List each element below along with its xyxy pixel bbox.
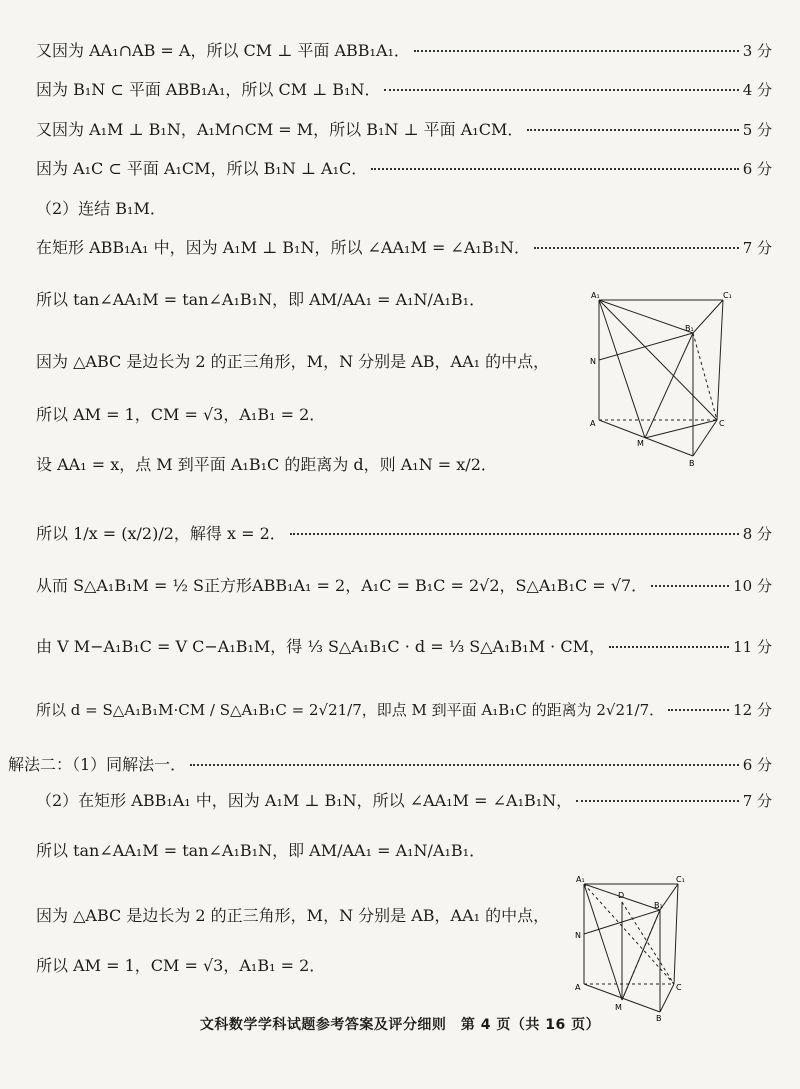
score-label: 7 分 (742, 792, 772, 810)
leader-dots (576, 800, 739, 802)
leader-dots (384, 89, 738, 91)
label-c1: C₁ (723, 291, 732, 300)
label-d: D (618, 891, 625, 900)
line-text: 因为 B₁N ⊂ 平面 ABB₁A₁，所以 CM ⊥ B₁N． (36, 80, 381, 99)
solution-line-6 (36, 235, 772, 258)
page-footer: 文科数学学科试题参考答案及评分细则 第 4 页（共 16 页） (199, 1017, 601, 1033)
score-label: 8 分 (742, 525, 772, 543)
line-text: 因为 A₁C ⊂ 平面 A₁CM，所以 B₁N ⊥ A₁C． (36, 159, 368, 178)
label-b1: B₁ (654, 901, 663, 910)
label-c: C (676, 983, 682, 992)
leader-dots (668, 709, 729, 711)
line-text: （2）在矩形 ABB₁A₁ 中，因为 A₁M ⊥ B₁N，所以 ∠AA₁M = ∠A₁B₁N， (36, 791, 573, 810)
score-label: 11 分 (733, 638, 772, 656)
solution-line-18: 因为 △ABC 是边长为 2 的正三角形，M，N 分别是 AB，AA₁ 的中点， (36, 906, 550, 925)
label-a1: A₁ (576, 875, 585, 884)
leader-dots (609, 646, 729, 648)
label-n: N (575, 931, 581, 940)
solution-line-17: 所以 tan∠AA₁M = tan∠A₁B₁N，即 AM/AA₁ = A₁N/A₁B₁． (36, 841, 486, 860)
solution-line-14 (36, 699, 772, 720)
score-label: 7 分 (742, 239, 772, 257)
score-label: 4 分 (742, 81, 772, 99)
score-label: 6 分 (742, 160, 772, 178)
leader-dots (414, 50, 739, 52)
leader-dots (290, 533, 739, 535)
label-m: M (637, 439, 644, 448)
solution-line-1 (36, 38, 772, 61)
leader-dots (371, 168, 738, 170)
label-m: M (615, 1003, 622, 1012)
line-text: 在矩形 ABB₁A₁ 中，因为 A₁M ⊥ B₁N，所以 ∠AA₁M = ∠A₁B₁N． (36, 238, 530, 257)
prism-figure-1 (585, 288, 735, 468)
part2-heading: （2）连结 B₁M． (36, 199, 166, 218)
score-label: 5 分 (742, 121, 772, 139)
line-text: 所以 1/x = (x/2)/2，解得 x = 2． (36, 524, 286, 543)
leader-dots (190, 764, 739, 766)
label-n: N (590, 357, 596, 366)
solution-line-12 (36, 573, 772, 596)
label-a1: A₁ (591, 291, 600, 300)
method2-heading (8, 752, 772, 775)
label-b: B (656, 1014, 662, 1022)
solution-line-11 (36, 521, 772, 544)
prism-figure-2 (570, 872, 690, 1022)
leader-dots (527, 129, 738, 131)
score-label: 3 分 (742, 42, 772, 60)
solution-line-3 (36, 117, 772, 140)
line-text: 从而 S△A₁B₁M = ½ S正方形ABB₁A₁ = 2，A₁C = B₁C = 2√2，S△A₁B₁C = √7． (36, 576, 648, 595)
line-text: 所以 d = S△A₁B₁M·CM / S△A₁B₁C = 2√21/7，即点 M 到平面 A₁B₁C 的距离为 2√21/7． (36, 701, 665, 719)
line-text: 又因为 AA₁∩AB = A，所以 CM ⊥ 平面 ABB₁A₁． (36, 41, 410, 60)
label-b: B (689, 459, 695, 468)
line-text: 解法二：（1）同解法一． (8, 755, 187, 774)
label-a: A (590, 419, 596, 428)
label-a: A (575, 983, 581, 992)
solution-line-19: 所以 AM = 1，CM = √3，A₁B₁ = 2． (36, 956, 326, 975)
solution-line-9: 所以 AM = 1，CM = √3，A₁B₁ = 2． (36, 405, 326, 424)
line-text: 又因为 A₁M ⊥ B₁N，A₁M∩CM = M，所以 B₁N ⊥ 平面 A₁CM． (36, 120, 524, 139)
solution-line-8: 因为 △ABC 是边长为 2 的正三角形，M，N 分别是 AB，AA₁ 的中点， (36, 352, 550, 371)
score-label: 10 分 (733, 577, 772, 595)
solution-line-16 (36, 788, 772, 811)
label-c1: C₁ (676, 875, 685, 884)
solution-line-10: 设 AA₁ = x，点 M 到平面 A₁B₁C 的距离为 d，则 A₁N = x/2． (36, 455, 497, 474)
score-label: 12 分 (733, 701, 772, 719)
solution-line-2 (36, 77, 772, 100)
solution-line-13 (36, 634, 772, 657)
leader-dots (534, 247, 739, 249)
label-b1: B₁ (685, 324, 694, 333)
solution-line-7: 所以 tan∠AA₁M = tan∠A₁B₁N，即 AM/AA₁ = A₁N/A₁B₁． (36, 290, 486, 309)
solution-line-4 (36, 156, 772, 179)
line-text: 由 V M−A₁B₁C = V C−A₁B₁M，得 ⅓ S△A₁B₁C · d = ⅓ S△A₁B₁M · CM， (36, 637, 605, 656)
label-c: C (719, 419, 725, 428)
score-label: 6 分 (742, 756, 772, 774)
leader-dots (651, 585, 729, 587)
